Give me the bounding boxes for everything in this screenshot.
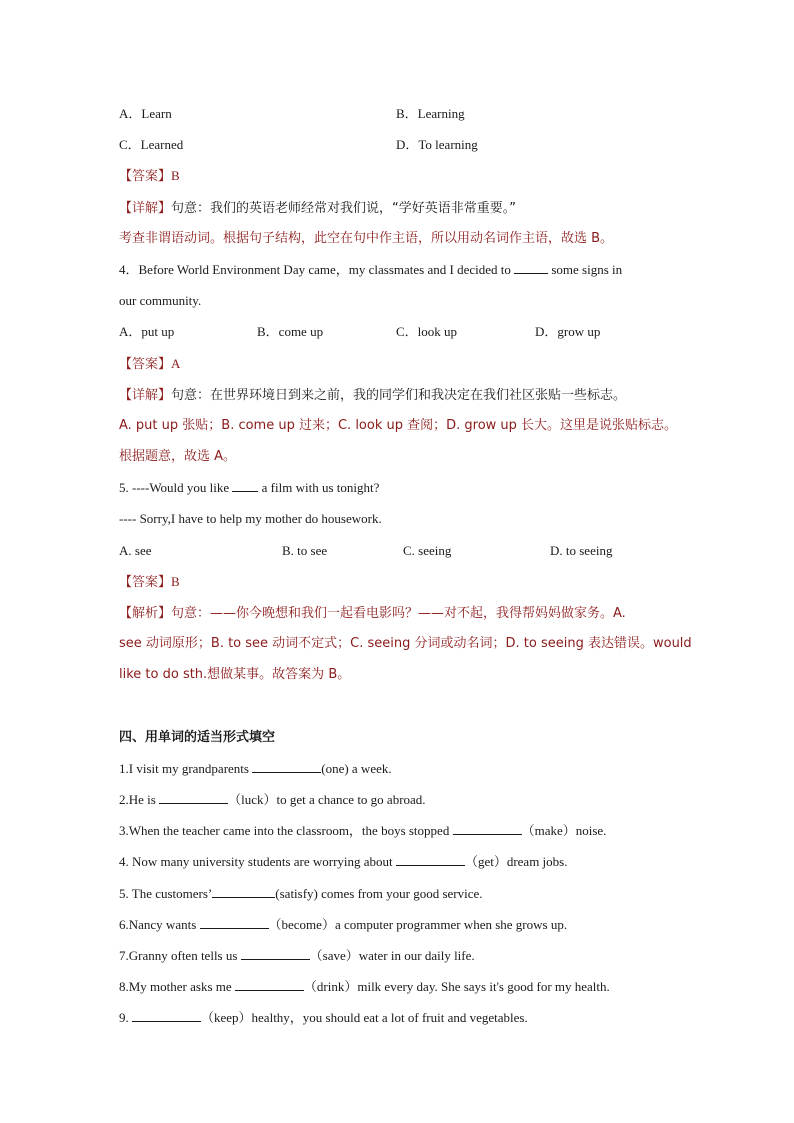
fill-blank: [212, 885, 275, 898]
q3-option-b: B．Learning: [396, 106, 465, 121]
q4-stem-before: 4．Before World Environment Day came，my classmates and I decided to: [119, 261, 511, 277]
fill-item-1: [119, 753, 679, 784]
q5-stem-line-2: ---- Sorry,I have to help my mother do housework.: [119, 511, 382, 527]
q3-detail-line-2: 考查非谓语动词。根据句子结构，此空在句中作主语，所以用动名词作主语，故选 B。: [119, 230, 614, 246]
q3-option-a: A．Learn: [119, 106, 172, 121]
document-page: [119, 98, 692, 1033]
q5-stem: [119, 472, 679, 503]
q5-analysis: [119, 597, 679, 628]
answer-value: B: [171, 573, 180, 589]
q5-option-a: A. see: [119, 542, 152, 558]
fill-blank: [235, 978, 304, 991]
fill-blank: [396, 853, 465, 866]
fill-blank: [453, 822, 522, 835]
fill-item-hint: (satisfy) comes from your good service.: [275, 885, 483, 901]
fill-blank: [159, 791, 228, 804]
q4-option-c: C．look up: [396, 324, 458, 340]
fill-item-hint: （save）water in our daily life.: [309, 947, 475, 963]
fill-item-hint: （drink）milk every day. She says it's good for my health.: [303, 979, 610, 995]
q5-blank: [232, 479, 258, 492]
q4-detail-line-2: A. put up 张贴；B. come up 过来；C. look up 查阅；D. grow up 长大。这里是说张贴标志。: [119, 417, 678, 433]
answer-label: 【答案】: [119, 574, 172, 590]
q5-analysis-line-2: see 动词原形；B. to see 动词不定式；C. seeing 分词或动名词；D. to seeing 表达错误。would: [119, 636, 692, 652]
fill-item-text: 1.I visit my grandparents: [119, 760, 253, 776]
q4-blank: [514, 261, 548, 274]
fill-item-hint: （keep）healthy，you should eat a lot of fruit and vegetables.: [201, 1010, 528, 1026]
q5-stem-before: 5. ----Would you like: [119, 480, 230, 496]
q3-option-c: C．Learned: [119, 137, 184, 153]
fill-item-4: [119, 846, 679, 877]
section-title: 四、用单词的适当形式填空: [119, 729, 276, 745]
fill-item-text: 5. The customers’: [119, 885, 213, 901]
q4-options: [119, 316, 679, 347]
answer-label: 【答案】: [119, 356, 172, 372]
q3-answer: [119, 160, 679, 191]
q3-options-row-1: [119, 98, 679, 129]
detail-text: 句意：在世界环境日到来之前，我的同学们和我决定在我们社区张贴一些标志。: [171, 387, 627, 403]
fill-item-text: 9.: [119, 1010, 132, 1026]
detail-label: 【详解】: [119, 387, 172, 403]
fill-blank: [252, 760, 321, 773]
q4-option-b: B．come up: [257, 324, 324, 340]
fill-item-hint: （become）a computer programmer when she grows up.: [268, 916, 568, 932]
fill-item-text: 2.He is: [119, 791, 160, 807]
q4-detail: [119, 379, 679, 410]
q4-option-d: D．grow up: [535, 324, 601, 340]
answer-label: 【答案】: [119, 169, 172, 185]
q5-option-c: C. seeing: [403, 542, 452, 558]
fill-item-hint: （make）noise.: [521, 823, 607, 839]
q5-option-b: B. to see: [282, 542, 328, 558]
q5-options: [119, 535, 679, 566]
q5-analysis-line-3: like to do sth.想做某事。故答案为 B。: [119, 667, 351, 683]
analysis-text: 句意：——你今晚想和我们一起看电影吗？——对不起，我得帮妈妈做家务。A.: [171, 606, 626, 621]
fill-item-text: 6.Nancy wants: [119, 916, 200, 932]
fill-item-hint: (one) a week.: [321, 760, 392, 776]
fill-item-text: 4. Now many university students are worrying about: [119, 854, 396, 870]
q4-option-a: A．put up: [119, 324, 175, 340]
fill-item-hint: （get）dream jobs.: [464, 854, 568, 870]
q5-answer: [119, 566, 679, 597]
fill-item-3: [119, 815, 679, 846]
q4-stem-after: some signs in: [551, 261, 623, 277]
fill-item-text: 7.Granny often tells us: [119, 947, 241, 963]
fill-item-9: [119, 1002, 679, 1033]
fill-item-text: 8.My mother asks me: [119, 979, 235, 995]
q4-stem-line-2: our community.: [119, 293, 202, 309]
fill-item-2: [119, 784, 679, 815]
detail-label: 【详解】: [119, 200, 172, 216]
q3-detail: [119, 192, 679, 223]
fill-item-7: [119, 940, 679, 971]
q4-stem: [119, 254, 679, 285]
fill-blank: [241, 947, 310, 960]
q4-detail-line-3: 根据题意，故选 A。: [119, 449, 237, 465]
fill-item-5: [119, 878, 679, 909]
q5-stem-after: a film with us tonight?: [261, 480, 380, 496]
q4-answer: [119, 348, 679, 379]
q3-option-d: D．To learning: [396, 137, 478, 153]
fill-blank: [200, 916, 269, 929]
fill-blank: [132, 1009, 201, 1022]
fill-item-text: 3.When the teacher came into the classroom，the boys stopped: [119, 823, 453, 839]
fill-item-6: [119, 909, 679, 940]
detail-text: 句意：我们的英语老师经常对我们说，“学好英语非常重要。”: [171, 200, 516, 216]
section-gap: [119, 691, 679, 722]
fill-item-8: [119, 971, 679, 1002]
q3-options-row-2: [119, 129, 679, 160]
fill-item-hint: （luck）to get a chance to go abroad.: [228, 791, 426, 807]
q5-option-d: D. to seeing: [550, 542, 613, 558]
answer-value: B: [171, 168, 180, 184]
answer-value: A: [171, 355, 181, 371]
analysis-label: 【解析】: [119, 606, 172, 621]
